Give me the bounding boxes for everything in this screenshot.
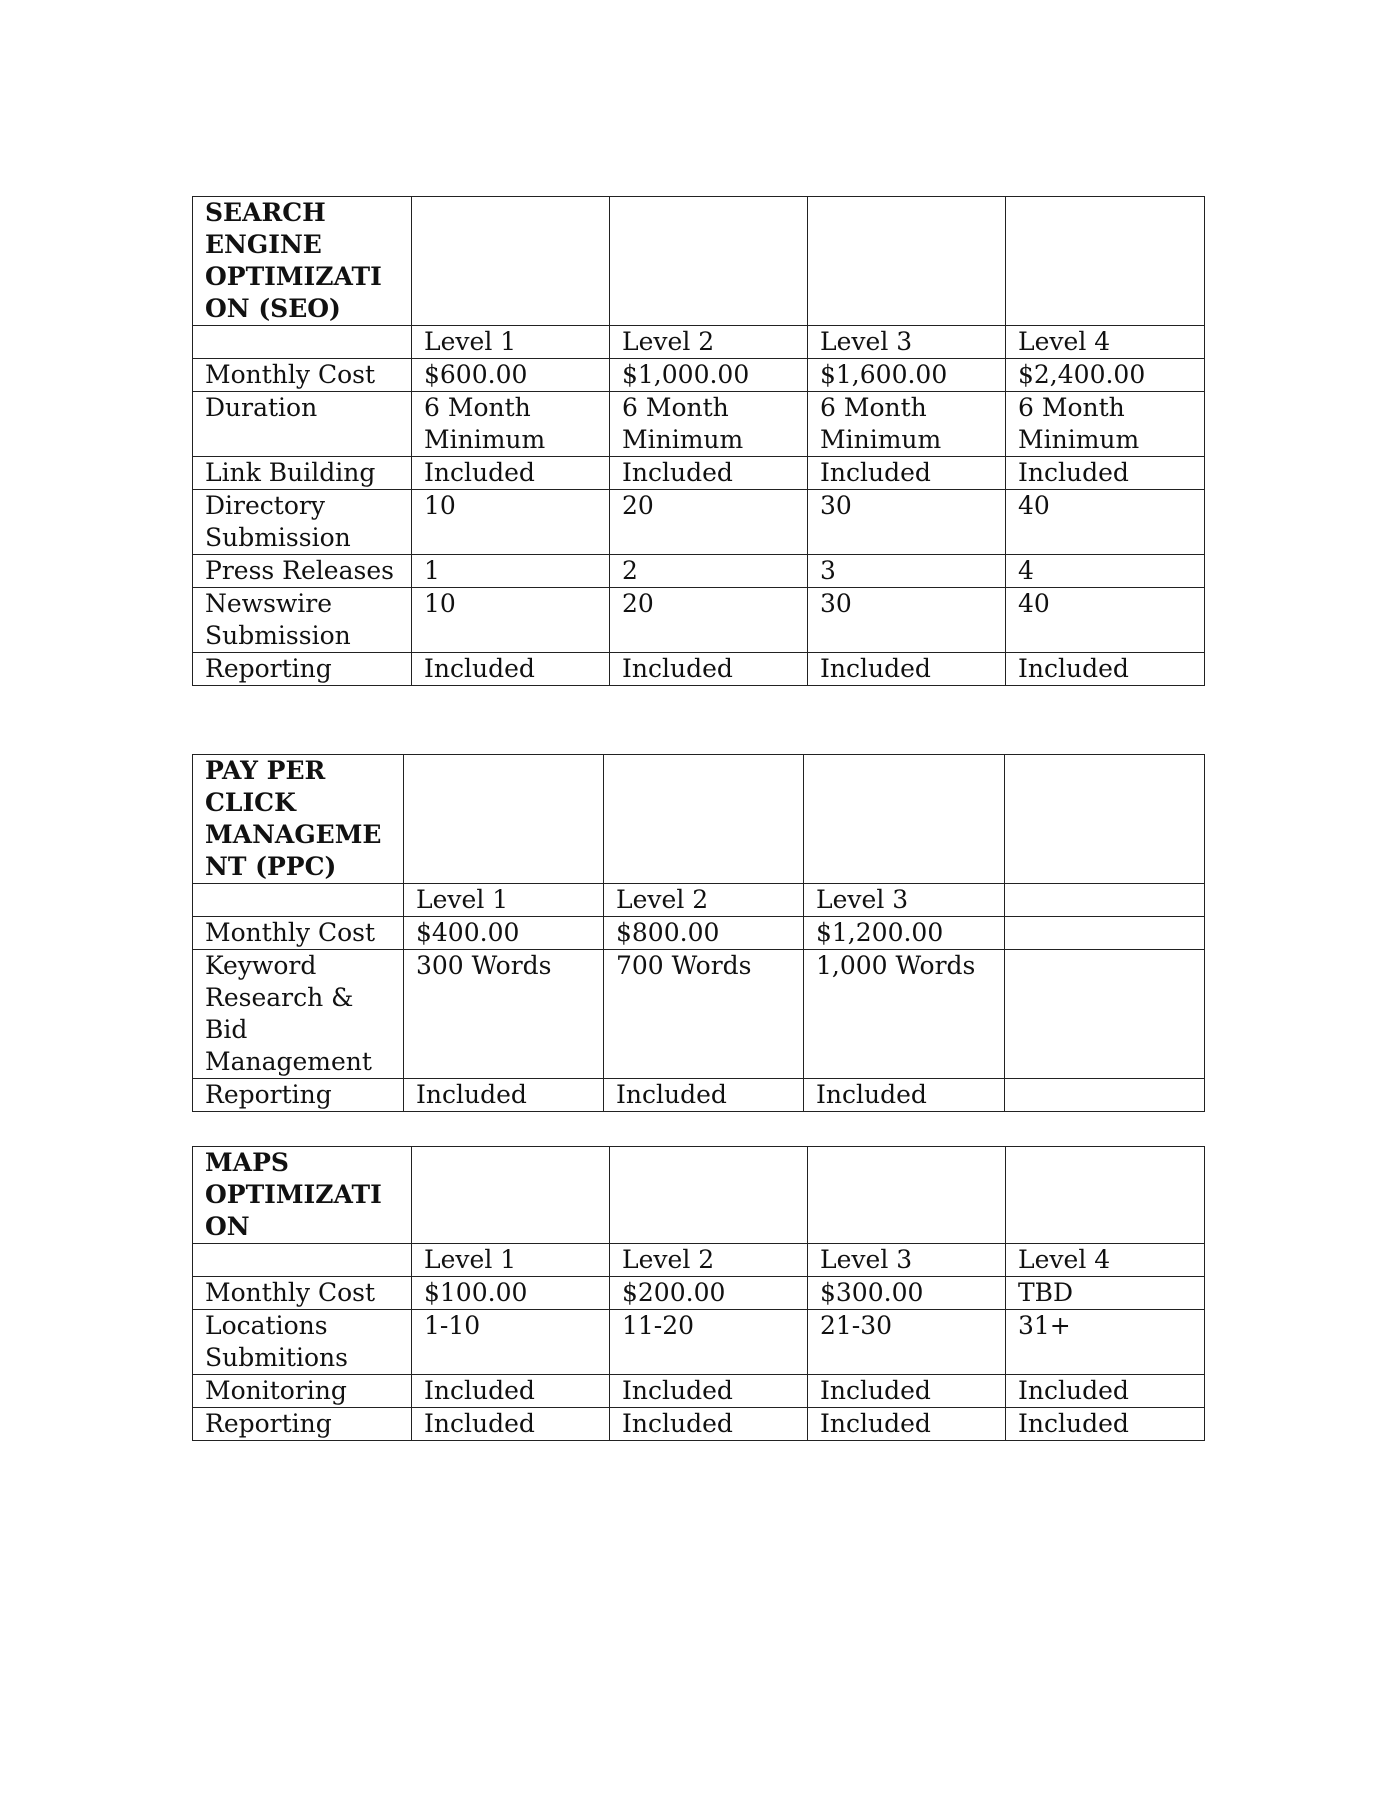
table-title: PAY PER CLICK MANAGEMENT (PPC): [193, 755, 404, 884]
table-title: MAPS OPTIMIZATION: [193, 1147, 412, 1244]
table-cell: 30: [808, 588, 1006, 653]
table-cell: 700 Words: [604, 950, 804, 1079]
maps-pricing-table: [192, 1146, 1205, 1441]
table-cell: 6 Month Minimum: [412, 392, 610, 457]
level-header: [1005, 884, 1205, 917]
table-cell: Included: [610, 1408, 808, 1441]
table-cell: 21-30: [808, 1310, 1006, 1375]
table-cell: Included: [404, 1079, 604, 1112]
table-title-row: [193, 1147, 1205, 1244]
level-header: Level 2: [610, 1244, 808, 1277]
table-cell: 6 Month Minimum: [610, 392, 808, 457]
table-title: SEARCH ENGINE OPTIMIZATION (SEO): [193, 197, 412, 326]
table-row: [193, 457, 1205, 490]
table-cell: 6 Month Minimum: [808, 392, 1006, 457]
table-cell: [1005, 917, 1205, 950]
table-cell: 1: [412, 555, 610, 588]
row-label: Monthly Cost: [193, 917, 404, 950]
table-cell: Included: [804, 1079, 1005, 1112]
row-label: Reporting: [193, 1079, 404, 1112]
level-header: Level 4: [1006, 1244, 1205, 1277]
level-header: Level 3: [808, 326, 1006, 359]
table-cell: $2,400.00: [1006, 359, 1205, 392]
table-cell: 20: [610, 588, 808, 653]
table-cell: 4: [1006, 555, 1205, 588]
level-header: Level 1: [412, 326, 610, 359]
level-header: Level 2: [610, 326, 808, 359]
table-cell: 6 Month Minimum: [1006, 392, 1205, 457]
row-label: Link Building: [193, 457, 412, 490]
row-label: Monitoring: [193, 1375, 412, 1408]
table-cell: 10: [412, 588, 610, 653]
table-cell: Included: [808, 1375, 1006, 1408]
table-cell: Included: [1006, 1375, 1205, 1408]
table-row: [193, 950, 1205, 1079]
level-header: Level 3: [808, 1244, 1006, 1277]
table-title-row: [193, 755, 1205, 884]
table-cell: Included: [412, 1375, 610, 1408]
table-cell: [1005, 1079, 1205, 1112]
level-header: Level 1: [412, 1244, 610, 1277]
table-cell: 30: [808, 490, 1006, 555]
table-cell: Included: [808, 1408, 1006, 1441]
table-cell: $800.00: [604, 917, 804, 950]
table-cell: 3: [808, 555, 1006, 588]
table-cell: Included: [1006, 457, 1205, 490]
table-cell: 31+: [1006, 1310, 1205, 1375]
table-cell: 10: [412, 490, 610, 555]
row-label: Reporting: [193, 653, 412, 686]
table-row: [193, 392, 1205, 457]
row-label: Monthly Cost: [193, 1277, 412, 1310]
row-label: Press Releases: [193, 555, 412, 588]
table-title-row: [193, 197, 1205, 326]
table-row: [193, 1310, 1205, 1375]
table-cell: Included: [412, 653, 610, 686]
table-cell: Included: [610, 457, 808, 490]
table-cell: $600.00: [412, 359, 610, 392]
table-cell: TBD: [1006, 1277, 1205, 1310]
level-header-row: [193, 1244, 1205, 1277]
table-cell: $1,000.00: [610, 359, 808, 392]
row-label: Duration: [193, 392, 412, 457]
row-label: Reporting: [193, 1408, 412, 1441]
table-cell: [1005, 950, 1205, 1079]
level-header: Level 4: [1006, 326, 1205, 359]
table-cell: Included: [412, 457, 610, 490]
row-label: Locations Submitions: [193, 1310, 412, 1375]
row-label: Directory Submission: [193, 490, 412, 555]
table-cell: 20: [610, 490, 808, 555]
table-cell: 1,000 Words: [804, 950, 1005, 1079]
table-cell: 1-10: [412, 1310, 610, 1375]
table-cell: $1,600.00: [808, 359, 1006, 392]
table-row: [193, 1408, 1205, 1441]
table-cell: $400.00: [404, 917, 604, 950]
table-row: [193, 588, 1205, 653]
table-row: [193, 359, 1205, 392]
table-cell: 40: [1006, 490, 1205, 555]
table-row: [193, 1277, 1205, 1310]
table-cell: Included: [808, 457, 1006, 490]
table-row: [193, 490, 1205, 555]
table-cell: $200.00: [610, 1277, 808, 1310]
table-row: [193, 1375, 1205, 1408]
table-cell: Included: [412, 1408, 610, 1441]
level-header-row: [193, 884, 1205, 917]
table-cell: Included: [808, 653, 1006, 686]
table-cell: Included: [604, 1079, 804, 1112]
level-header: Level 2: [604, 884, 804, 917]
level-header: Level 1: [404, 884, 604, 917]
seo-pricing-table: [192, 196, 1205, 686]
table-cell: Included: [1006, 1408, 1205, 1441]
row-label: Monthly Cost: [193, 359, 412, 392]
table-row: [193, 653, 1205, 686]
table-row: [193, 917, 1205, 950]
table-cell: 2: [610, 555, 808, 588]
table-cell: Included: [610, 653, 808, 686]
level-header: Level 3: [804, 884, 1005, 917]
table-cell: Included: [1006, 653, 1205, 686]
table-row: [193, 555, 1205, 588]
table-cell: $1,200.00: [804, 917, 1005, 950]
table-cell: 300 Words: [404, 950, 604, 1079]
level-header-row: [193, 326, 1205, 359]
table-cell: $300.00: [808, 1277, 1006, 1310]
table-row: [193, 1079, 1205, 1112]
row-label: Newswire Submission: [193, 588, 412, 653]
ppc-pricing-table: [192, 754, 1205, 1112]
table-cell: 40: [1006, 588, 1205, 653]
table-cell: 11-20: [610, 1310, 808, 1375]
table-cell: $100.00: [412, 1277, 610, 1310]
row-label: Keyword Research & Bid Management: [193, 950, 404, 1079]
table-cell: Included: [610, 1375, 808, 1408]
